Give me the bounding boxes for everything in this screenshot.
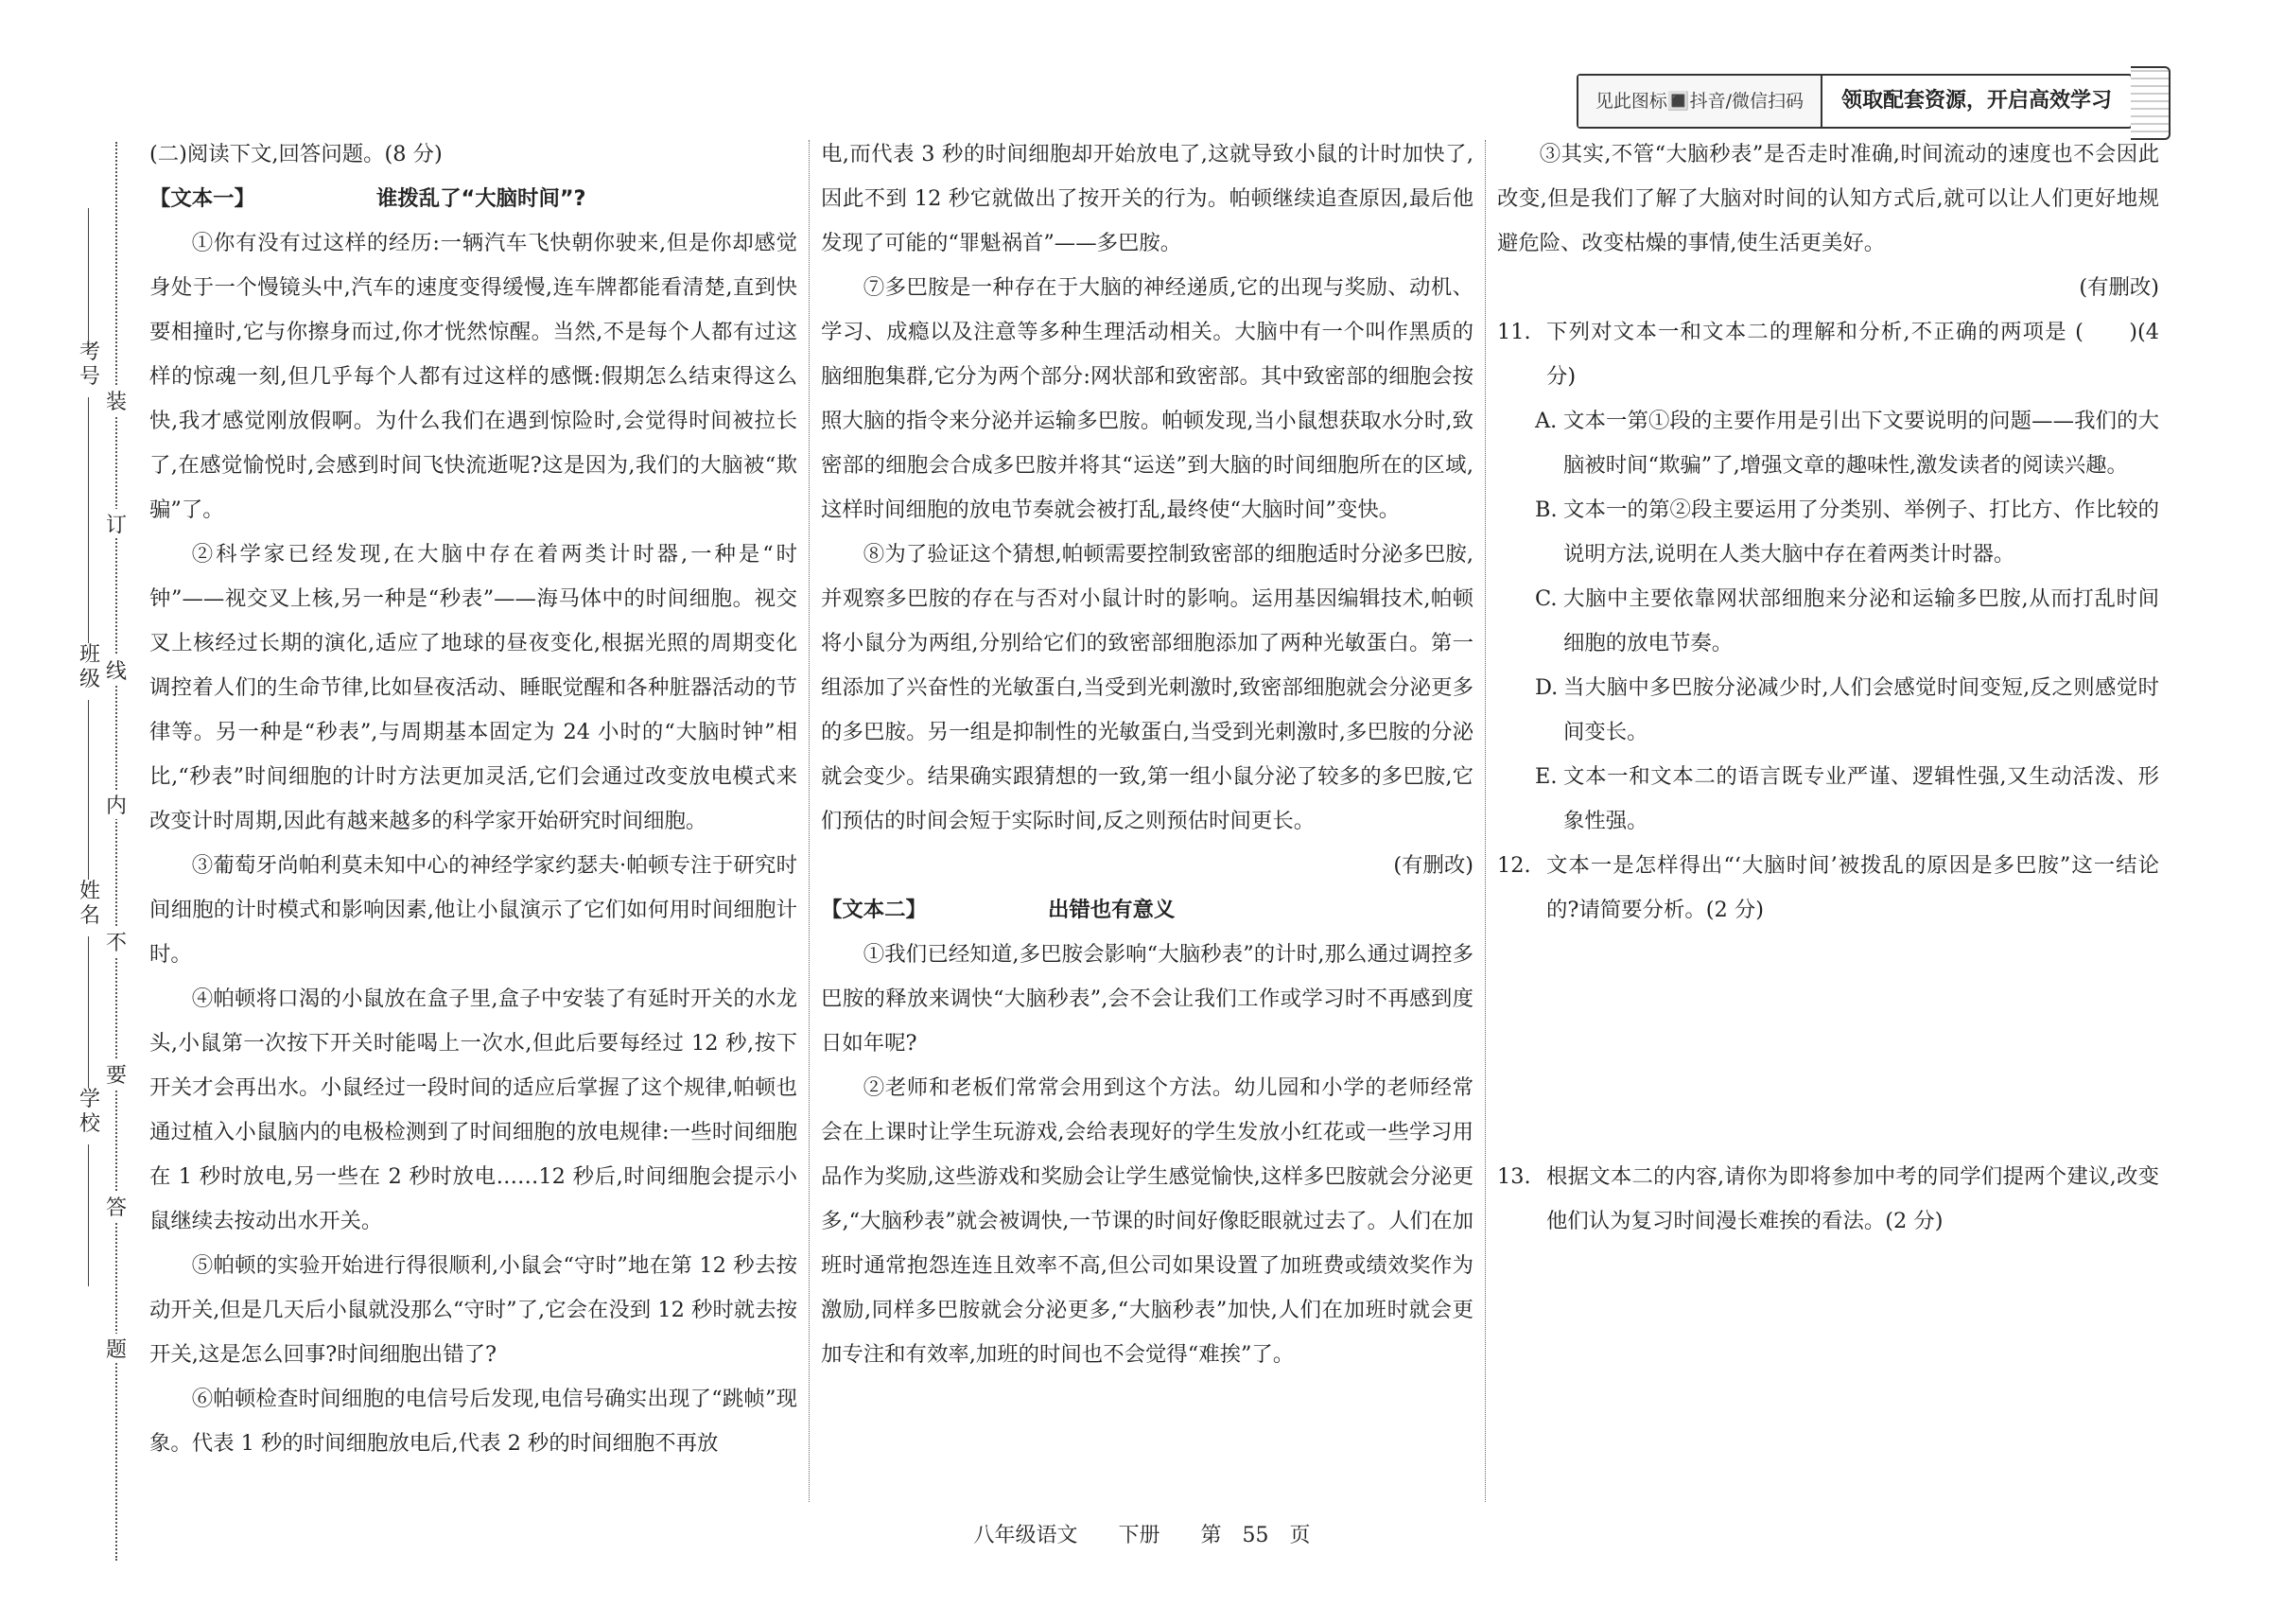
field-line <box>88 208 89 341</box>
option-label: E. <box>1535 764 1558 789</box>
text2-tag: 【文本二】 <box>821 898 927 922</box>
binding-mark: 题 <box>104 1334 129 1363</box>
qr-banner[interactable] <box>1577 74 2133 129</box>
question-text: 文本一是怎样得出“‘大脑时间’被拨乱的原因是多巴胺”这一结论的?请简要分析。(2 分) <box>1546 853 2159 922</box>
text1-header <box>149 177 797 221</box>
abridged-note: (有删改) <box>1393 853 1473 878</box>
question-number: 12. <box>1497 853 1531 878</box>
option-label: C. <box>1535 586 1558 611</box>
binding-mark: 线 <box>104 655 129 685</box>
section-title: (二)阅读下文,回答问题。(8 分) <box>149 142 443 166</box>
option-text: 文本一和文本二的语言既专业严谨、逻辑性强,又生动活泼、形象性强。 <box>1563 764 2159 833</box>
question-13 <box>1497 1155 2159 1244</box>
binding-mark: 不 <box>104 927 129 956</box>
option-text: 文本一第①段的主要作用是引出下文要说明的问题——我们的大脑被时间“欺骗”了,增强文章的趣味性,激发读者的阅读兴趣。 <box>1563 409 2159 478</box>
field-name: 姓名 <box>78 880 100 928</box>
option-label: B. <box>1535 498 1558 522</box>
binding-mark: 订 <box>104 509 129 538</box>
paragraph: ③其实,不管“大脑秒表”是否走时准确,时间流动的速度也不会因此改变,但是我们了解了大脑对时间的认知方式后,就可以让人们更好地规避危险、改变枯燥的事情,使生活更美好。 <box>1497 142 2159 255</box>
paragraph: ⑤帕顿的实验开始进行得很顺利,小鼠会“守时”地在第 12 秒去按动开关,但是几天后小鼠就没那么“守时”了,它会在没到 12 秒时就去按开关,这是怎么回事?时间细胞出错了? <box>149 1253 797 1367</box>
field-line <box>88 397 89 643</box>
paragraph-continued: 电,而代表 3 秒的时间细胞却开始放电了,这就导致小鼠的计时加快了,因此不到 12 秒它就做出了按开关的行为。帕顿继续追查原因,最后他发现了可能的“罪魁祸首”——多巴胺。 <box>821 142 1473 255</box>
paragraph: ⑦多巴胺是一种存在于大脑的神经递质,它的出现与奖励、动机、学习、成瘾以及注意等多种生理活动相关。大脑中有一个叫作黑质的脑细胞集群,它分为两个部分:网状部和致密部。其中致密部的细胞会按照大脑的指令来分泌并运输多巴胺。帕顿发现,当小鼠想获取水分时,致密部的细胞会合成多巴胺并将其“运送”到大脑的时间细胞所在的区域,这样时间细胞的放电节奏就会被打乱,最终使“大脑时间”变快。 <box>821 275 1473 522</box>
paragraph: ②老师和老板们常常会用到这个方法。幼儿园和小学的老师经常会在上课时让学生玩游戏,会给表现好的学生发放小红花或一些学习用品作为奖励,这些游戏和奖励会让学生感觉愉快,这样多巴胺就会分泌更多,“大脑秒表”就会被调快,一节课的时间好像眨眼就过去了。人们在加班时通常抱怨连连且效率不高,但公司如果设置了加班费或绩效奖作为激励,同样多巴胺就会分泌更多,“大脑秒表”加快,人们在加班时就会更加专注和有效率,加班的时间也不会觉得“难挨”了。 <box>821 1075 1473 1367</box>
paragraph: ②科学家已经发现,在大脑中存在着两类计时器,一种是“时钟”——视交叉上核,另一种是“秒表”——海马体中的时间细胞。视交叉上核经过长期的演化,适应了地球的昼夜变化,根据光照的周期变化调控着人们的生命节律,比如昼夜活动、睡眠觉醒和各种脏器活动的节律等。另一种是“秒表”,与周期基本固定为 24 小时的“大脑时钟”相比,“秒表”时间细胞的计时方法更加灵活,它们会通过改变放电模式来改变计时周期,因此有越来越多的科学家开始研究时间细胞。 <box>149 542 797 833</box>
binding-mark: 要 <box>104 1059 129 1089</box>
field-line <box>88 936 89 1088</box>
column-divider <box>809 140 810 1502</box>
abridged-note: (有删改) <box>2079 275 2159 300</box>
binding-mark: 装 <box>104 386 129 415</box>
question-text: 下列对文本一和文本二的理解和分析,不正确的两项是 ( )(4 分) <box>1546 320 2159 389</box>
binding-mark: 答 <box>104 1192 129 1221</box>
question-12 <box>1497 844 2159 933</box>
option-text: 文本一的第②段主要运用了分类别、举例子、打比方、作比较的说明方法,说明在人类大脑中存在着两类计时器。 <box>1563 498 2159 567</box>
field-line <box>88 1144 89 1286</box>
question-11 <box>1497 310 2159 399</box>
banner-left-text: 见此图标🔳抖音/微信扫码 <box>1578 76 1822 127</box>
text2-title: 出错也有意义 <box>1048 898 1176 922</box>
option-d <box>1497 666 2159 755</box>
text2-header <box>821 888 1473 933</box>
field-school: 学校 <box>78 1088 100 1136</box>
paragraph: ①我们已经知道,多巴胺会影响“大脑秒表”的计时,那么通过调控多巴胺的释放来调快“大脑秒表”,会不会让我们工作或学习时不再感到度日如年呢? <box>821 942 1473 1056</box>
option-a <box>1497 399 2159 488</box>
paragraph: ③葡萄牙尚帕利莫未知中心的神经学家约瑟夫·帕顿专注于研究时间细胞的计时模式和影响因素,他让小鼠演示了它们如何用时间细胞计时。 <box>149 853 797 967</box>
answer-space[interactable] <box>1497 933 2159 1155</box>
paragraph: ①你有没有过这样的经历:一辆汽车飞快朝你驶来,但是你却感觉身处于一个慢镜头中,汽车的速度变得缓慢,连车牌都能看清楚,直到快要相撞时,它与你擦身而过,你才恍然惊醒。当然,不是每个人都有过这样的惊魂一刻,但几乎每个人都有过这样的感慨:假期怎么结束得这么快,我才感觉刚放假啊。为什么我们在遇到惊险时,会觉得时间被拉长了,在感觉愉悦时,会感到时间飞快流逝呢?这是因为,我们的大脑被“欺骗”了。 <box>149 231 797 522</box>
field-line <box>88 700 89 880</box>
book-icon <box>2131 66 2171 140</box>
option-text: 大脑中主要依靠网状部细胞来分泌和运输多巴胺,从而打乱时间细胞的放电节奏。 <box>1563 586 2159 655</box>
option-e <box>1497 755 2159 844</box>
option-c <box>1497 577 2159 666</box>
text1-title: 谁拨乱了“大脑时间”? <box>376 186 586 211</box>
question-number: 13. <box>1497 1164 1531 1189</box>
option-label: D. <box>1535 675 1559 700</box>
option-text: 当大脑中多巴胺分泌减少时,人们会感觉时间变短,反之则感觉时间变长。 <box>1563 675 2159 744</box>
page-footer <box>0 1519 2284 1548</box>
question-text: 根据文本二的内容,请你为即将参加中考的同学们提两个建议,改变他们认为复习时间漫长难挨的看法。(2 分) <box>1546 1164 2159 1233</box>
banner-right-text: 领取配套资源，开启高效学习 <box>1840 89 2112 113</box>
field-exam-number: 考号 <box>78 341 100 389</box>
question-number: 11. <box>1497 320 1531 344</box>
binding-margin <box>57 142 151 1561</box>
answer-space[interactable] <box>1497 1244 2159 1466</box>
column-3 <box>1497 132 2159 1499</box>
text1-tag: 【文本一】 <box>149 186 255 211</box>
binding-mark: 内 <box>104 790 129 819</box>
field-class: 班级 <box>78 643 100 691</box>
footer-volume: 下册 <box>1118 1524 1160 1547</box>
footer-page-number: 第 55 页 <box>1200 1524 1311 1547</box>
paragraph: ⑥帕顿检查时间细胞的电信号后发现,电信号确实出现了“跳帧”现象。代表 1 秒的时间细胞放电后,代表 2 秒的时间细胞不再放 <box>149 1387 797 1456</box>
column-2 <box>821 132 1473 1499</box>
paragraph: ④帕顿将口渴的小鼠放在盒子里,盒子中安装了有延时开关的水龙头,小鼠第一次按下开关时能喝上一次水,但此后要每经过 12 秒,按下开关才会再出水。小鼠经过一段时间的适应后掌握了这个规律,帕顿也通过植入小鼠脑内的电极检测到了时间细胞的放电规律:一些时间细胞在 1 秒时放电,另一些在 2 秒时放电……12 秒后,时间细胞会提示小鼠继续去按动出水开关。 <box>149 987 797 1233</box>
paragraph: ⑧为了验证这个猜想,帕顿需要控制致密部的细胞适时分泌多巴胺,并观察多巴胺的存在与否对小鼠计时的影响。运用基因编辑技术,帕顿将小鼠分为两组,分别给它们的致密部细胞添加了两种光敏蛋白。第一组添加了兴奋性的光敏蛋白,当受到光刺激时,致密部细胞就会分泌更多的多巴胺。另一组是抑制性的光敏蛋白,当受到光刺激时,多巴胺的分泌就会变少。结果确实跟猜想的一致,第一组小鼠分泌了较多的多巴胺,它们预估的时间会短于实际时间,反之则预估时间更长。 <box>821 542 1473 833</box>
footer-grade: 八年级语文 <box>973 1524 1078 1547</box>
column-1 <box>149 132 797 1499</box>
option-label: A. <box>1535 409 1558 433</box>
option-b <box>1497 488 2159 577</box>
column-divider <box>1485 140 1486 1502</box>
